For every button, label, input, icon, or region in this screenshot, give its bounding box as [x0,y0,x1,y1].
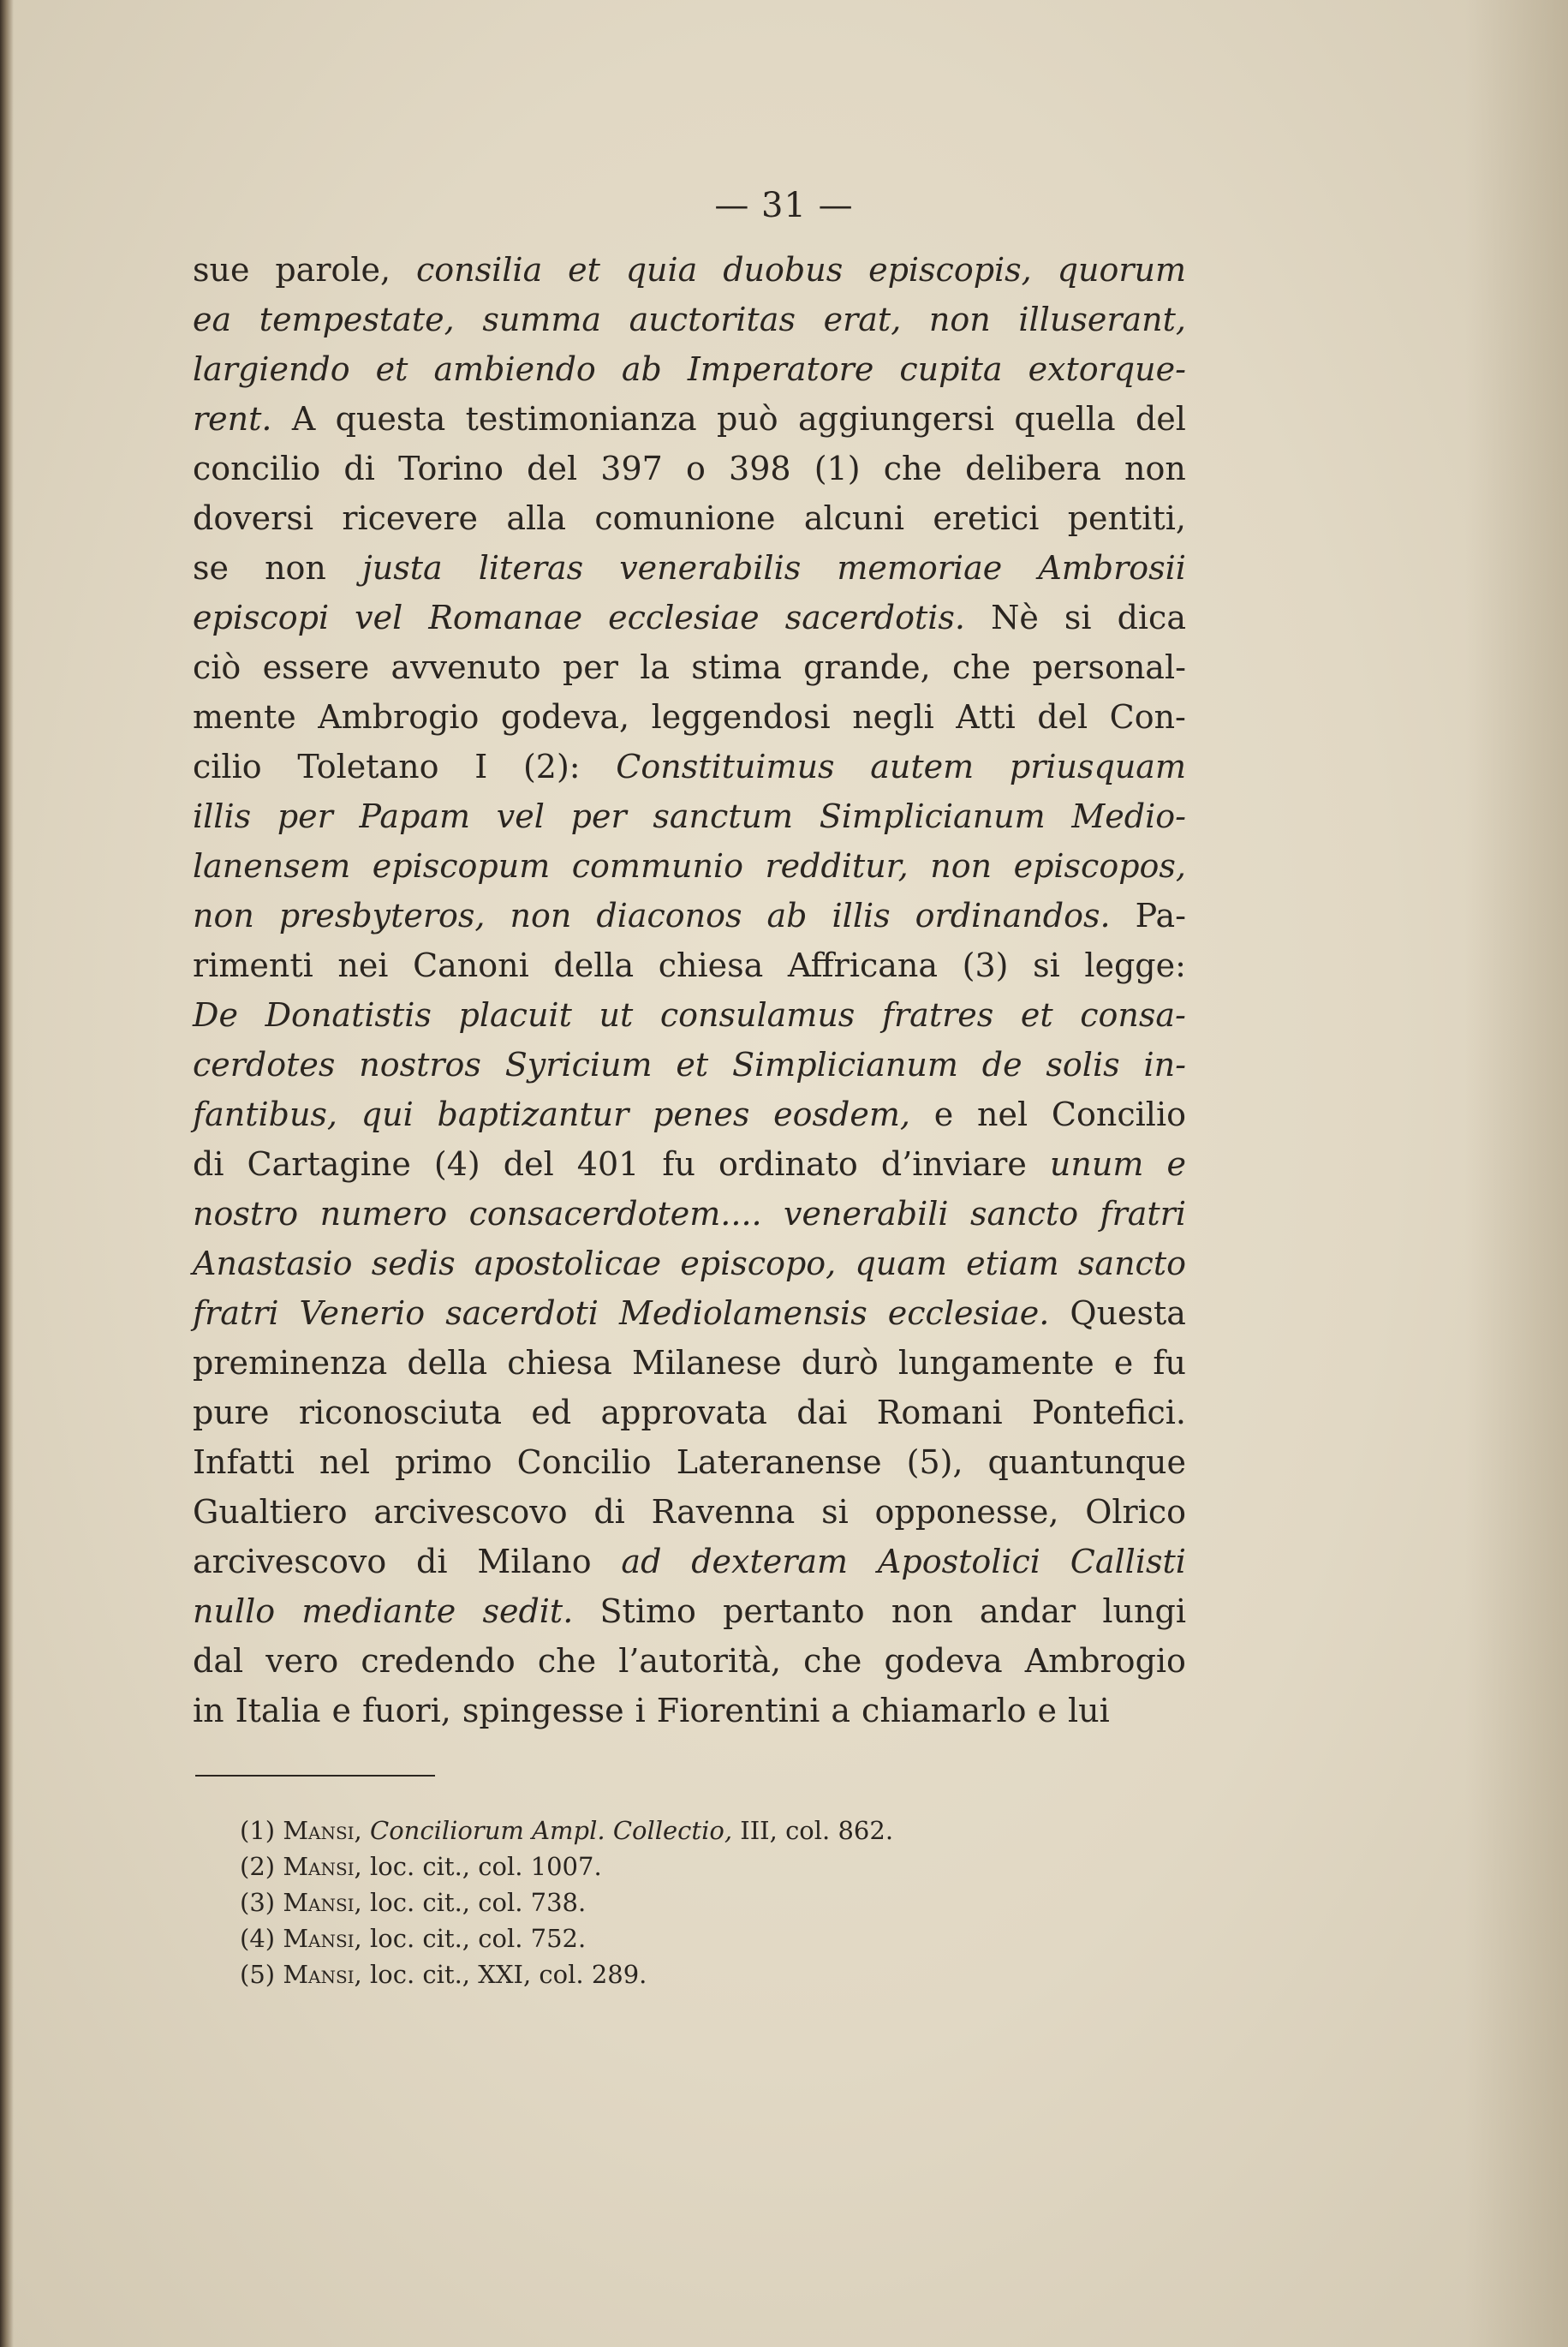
text-word: Anastasio [193,1245,353,1282]
text-word: ricevere [342,499,479,537]
text-word: quia [625,251,698,289]
text-word: a [831,1692,851,1729]
text-word: unum [1049,1145,1144,1183]
text-word: (5), [906,1443,963,1481]
text-word: tempestate, [259,301,455,338]
footnote-number: (5) [240,1960,276,1989]
text-word: de [981,1046,1022,1084]
body-text [193,245,1186,1735]
text-word: fratri [1100,1195,1186,1233]
text-word: ut [599,996,634,1034]
text-word: Nè [991,599,1039,636]
footnote-number: (2) [240,1852,276,1881]
text-word: ecclesiae. [887,1294,1050,1332]
text-word: non [891,1592,953,1630]
text-word: qui [361,1096,414,1133]
text-word: Questa [1070,1294,1186,1332]
text-word: episcopi [193,599,330,636]
text-word: mediante [301,1592,456,1630]
text-word: Ambrogio [1024,1642,1186,1680]
text-line [193,444,1186,493]
text-word: fu [1153,1344,1186,1382]
text-word: (4) [433,1145,480,1183]
text-word: lungi [1102,1592,1186,1630]
text-word: Donatistis [265,996,432,1034]
text-word: vel [496,797,545,835]
footnote-title: Conciliorum Ampl. Collectio, [370,1816,733,1845]
text-word: mente [193,698,296,736]
text-word: del [503,1145,554,1183]
text-word: sacerdotis. [784,599,966,636]
text-word: Atti [956,698,1016,736]
text-word: dal [193,1642,244,1680]
text-line [193,990,1186,1040]
footnote [240,1884,1182,1920]
text-word: nullo [193,1592,276,1630]
text-word: consulamus [659,996,856,1034]
text-word: chiamarlo [862,1692,1027,1729]
text-line [193,692,1186,742]
text-word: pertanto [723,1592,865,1630]
text-word: Imperatore [687,350,874,388]
text-word: 397 [600,450,663,487]
footnote-reference: loc. cit., XXI, col. 289. [370,1960,647,1989]
text-word: l’autorità, [618,1642,782,1680]
text-word: che [951,648,1011,686]
text-word: Syricium [504,1046,653,1084]
text-word: largiendo [193,350,350,388]
text-word: che [537,1642,597,1680]
text-word: episcopos, [1013,847,1186,885]
text-word: e [1166,1145,1186,1183]
text-word: sue [193,251,250,289]
text-word: della [407,1344,488,1382]
text-word: comunione [594,499,776,537]
text-word: del [1135,400,1186,438]
text-word: concilio [193,450,321,487]
text-word: fratri [193,1294,279,1332]
text-word: che [803,1642,862,1680]
text-word: priusquam [1009,748,1186,785]
text-line [193,1288,1186,1338]
text-word: lungamente [897,1344,1094,1382]
text-word: e [933,1096,954,1133]
text-word: 398 [729,450,791,487]
text-word: ordinato [718,1145,858,1183]
text-line [193,1139,1186,1189]
text-line [193,841,1186,891]
text-word: venerabilis [619,549,802,587]
footnote-author: Mansi, [283,1924,362,1953]
text-word: fantibus, [193,1096,337,1133]
text-word: d’inviare [880,1145,1027,1183]
footnote-author: Mansi, [283,1852,362,1881]
text-word: Ambrosii [1038,549,1186,587]
text-word: lanensem [193,847,351,885]
text-word: consacerdotem.... [468,1195,762,1233]
text-word: del [1037,698,1088,736]
text-word: non [265,549,326,587]
text-word: chiesa [507,1344,612,1382]
text-word: I [474,748,488,785]
text-word: se [193,549,229,587]
text-word: sacerdoti [445,1294,599,1332]
text-word: doversi [193,499,313,537]
text-line [193,1388,1186,1437]
text-word: fratres [881,996,994,1034]
text-word: Simplicianum [731,1046,958,1084]
text-word: justa [361,549,443,587]
footnote-number: (4) [240,1924,276,1953]
text-word: nel [319,1443,371,1481]
text-word: può [717,400,778,438]
text-word: vel [355,599,403,636]
text-word: diaconos [596,897,742,935]
text-word: Simplicianum [819,797,1046,835]
text-word: summa [482,301,602,338]
text-word: illuserant, [1018,301,1186,338]
text-word: Pontefici. [1031,1394,1186,1431]
text-word: nei [337,947,389,984]
text-word: Fiorentini [656,1692,820,1729]
text-word: e [331,1692,352,1729]
footnote-reference: III, col. 862. [740,1816,894,1845]
text-word: sedit. [482,1592,574,1630]
page-binding-edge [0,0,14,2347]
text-word: parole, [275,251,391,289]
text-word: personal- [1032,648,1186,686]
text-word: rent. [193,400,272,438]
text-word: communio [571,847,743,885]
text-word: 401 [576,1145,640,1183]
text-word: di [416,1543,448,1580]
text-word: memoriae [837,549,1003,587]
text-word: testimonianza [465,400,697,438]
text-word: Mediolamensis [619,1294,867,1332]
text-word: Milanese [631,1344,782,1382]
text-word: auctoritas [629,301,796,338]
text-word: non [510,897,572,935]
text-word: Ravenna [651,1493,796,1531]
text-word: stima [691,648,782,686]
text-word: della [553,947,635,984]
text-word: o [685,450,706,487]
text-word: ordinandos. [915,897,1111,935]
footnote-author: Mansi, [283,1960,362,1989]
text-word: e [1037,1692,1057,1729]
text-word: essere [262,648,370,686]
text-line [193,1239,1186,1288]
text-word: in- [1143,1046,1186,1084]
footnote [240,1848,1182,1884]
text-word: Cartagine [247,1145,411,1183]
text-word: delibera [965,450,1101,487]
text-word: e [1113,1344,1134,1382]
text-word: del [527,450,578,487]
text-word: nel [977,1096,1028,1133]
text-word: Constituimus [616,748,835,785]
text-word: per [277,797,333,835]
footnote [240,1813,1182,1848]
text-word: ciò [193,648,241,686]
text-word: questa [335,400,446,438]
text-word: credendo [361,1642,516,1680]
footnote-reference: loc. cit., col. 1007. [370,1852,602,1881]
text-word: ab [621,350,662,388]
text-word: non [930,847,993,885]
text-word: Romani [876,1394,1003,1431]
text-word: Pa- [1135,897,1186,935]
text-line [193,593,1186,642]
text-word: si [1064,599,1092,636]
text-word: Torino [398,450,504,487]
text-line [193,1537,1186,1586]
text-word: alla [506,499,566,537]
text-word: i [635,1692,646,1729]
text-word: avvenuto [391,648,541,686]
text-word: ea [193,301,232,338]
text-word: lui [1067,1692,1110,1729]
text-word: non [193,897,254,935]
text-word: Infatti [193,1443,295,1481]
page-number: — 31 — [714,186,854,225]
footnote-number: (3) [240,1888,276,1917]
footnotes [240,1813,1182,1992]
text-line [193,1686,1186,1735]
text-word: etiam [966,1245,1059,1282]
text-word: di [193,1145,224,1183]
footnote-author: Mansi, [283,1816,362,1845]
text-word: nostros [359,1046,481,1084]
text-word: Apostolici [877,1543,1040,1580]
text-word: rimenti [193,947,313,984]
text-word: eosdem, [773,1096,910,1133]
text-word: Gualtiero [193,1493,348,1531]
text-word: ed [531,1394,572,1431]
text-word: episcopis, [868,251,1032,289]
footnote-number: (1) [240,1816,276,1845]
text-line [193,941,1186,990]
text-word: redditur, [765,847,909,885]
text-line [193,1586,1186,1636]
text-line [193,1040,1186,1090]
text-word: godeva, [500,698,630,736]
text-word: di [343,450,375,487]
text-word: vero [265,1642,339,1680]
text-word: in [193,1692,224,1729]
text-line [193,642,1186,692]
text-word: si [821,1493,849,1531]
text-word: numero [319,1195,448,1233]
text-word: di [593,1493,625,1531]
text-word: sancto [970,1195,1079,1233]
text-word: Venerio [299,1294,426,1332]
text-word: venerabili [784,1195,949,1233]
text-line [193,742,1186,791]
text-line [193,1090,1186,1139]
text-word: duobus [723,251,844,289]
text-word: andar [979,1592,1076,1630]
text-line [193,791,1186,841]
text-word: eretici [933,499,1040,537]
text-word: et [1020,996,1053,1034]
text-word: A [291,400,316,438]
text-word: (1) [814,450,861,487]
text-word: Papam [359,797,471,835]
text-word: pure [193,1394,270,1431]
text-word: grande, [803,648,931,686]
footnote [240,1956,1182,1992]
text-word: aggiungersi [798,400,995,438]
text-word: dica [1117,599,1186,636]
text-word: non [1124,450,1186,487]
text-word: riconosciuta [298,1394,502,1431]
text-word: presbyteros, [278,897,486,935]
text-word: (3) [962,947,1009,984]
text-word: sanctum [653,797,794,835]
text-word: Ambrogio [318,698,480,736]
text-word: nostro [193,1195,299,1233]
footnote-author: Mansi, [283,1888,362,1917]
text-word: durò [801,1344,879,1382]
text-word: cupita [899,350,1003,388]
text-word: Olrico [1085,1493,1186,1531]
text-word: si [1033,947,1060,984]
text-word: opponesse, [874,1493,1059,1531]
text-word: non [928,301,991,338]
text-word: leggendosi [651,698,831,736]
text-word: et [676,1046,709,1084]
text-word: Italia [235,1692,321,1729]
text-line [193,1636,1186,1686]
text-word: Concilio [1051,1096,1186,1133]
page-edge-shade [1465,0,1568,2347]
text-word: extorque- [1028,350,1186,388]
text-line [193,891,1186,941]
text-word: la [640,648,671,686]
text-word: che [883,450,942,487]
text-word: legge: [1084,947,1186,984]
text-word: placuit [458,996,572,1034]
text-word: consa- [1080,996,1186,1034]
text-line [193,394,1186,444]
text-word: quorum [1057,251,1186,289]
text-line [193,1437,1186,1487]
text-word: cerdotes [193,1046,336,1084]
text-line [193,1338,1186,1388]
text-word: sedis [371,1245,456,1282]
text-word: erat, [823,301,902,338]
text-word: ab [766,897,808,935]
text-word: apostolicae [474,1245,662,1282]
text-word: De [193,996,238,1034]
text-word: dexteram [691,1543,849,1580]
text-word: per [570,797,627,835]
text-word: quella [1014,400,1116,438]
text-word: consilia [415,251,543,289]
text-word: chiesa [658,947,764,984]
text-word: alcuni [803,499,905,537]
text-word: fu [662,1145,695,1183]
text-word: Canoni [413,947,529,984]
text-word: illis [832,897,891,935]
text-word: negli [852,698,934,736]
text-line [193,1487,1186,1537]
text-word: ambiendo [433,350,596,388]
text-word: ad [621,1543,662,1580]
text-word: Romanae [428,599,583,636]
text-word: penes [653,1096,750,1133]
text-word: Medio- [1071,797,1186,835]
text-word: per [562,648,618,686]
text-word: episcopum [372,847,551,885]
text-word: episcopo, [680,1245,837,1282]
text-word: godeva [884,1642,1003,1680]
text-word: baptizantur [437,1096,629,1133]
text-line [193,245,1186,295]
text-word: Lateranense [676,1443,882,1481]
text-word: preminenza [193,1344,388,1382]
text-word: solis [1046,1046,1120,1084]
text-word: Con- [1109,698,1186,736]
text-word: Concilio [516,1443,652,1481]
text-word: Milano [477,1543,592,1580]
text-word: approvata [600,1394,767,1431]
text-word: literas [478,549,584,587]
text-line [193,543,1186,593]
text-line [193,344,1186,394]
text-line [193,295,1186,344]
text-word: et [375,350,408,388]
text-word: (2): [522,748,581,785]
text-word: Callisti [1070,1543,1186,1580]
text-word: quam [855,1245,947,1282]
text-word: primo [395,1443,492,1481]
text-word: fuori, [362,1692,451,1729]
text-word: spingesse [462,1692,624,1729]
footnote-reference: loc. cit., col. 752. [370,1924,587,1953]
text-line [193,493,1186,543]
text-word: illis [193,797,252,835]
text-word: arcivescovo [193,1543,387,1580]
footnote-separator [195,1775,435,1777]
text-word: pentiti, [1067,499,1186,537]
text-word: arcivescovo [373,1493,568,1531]
text-word: sancto [1077,1245,1186,1282]
footnote [240,1920,1182,1956]
text-word: quantunque [987,1443,1186,1481]
text-word: ecclesiae [608,599,760,636]
text-word: Stimo [599,1592,696,1630]
text-line [193,1189,1186,1239]
text-word: cilio [193,748,262,785]
text-word: autem [870,748,975,785]
text-word: et [568,251,600,289]
footnote-reference: loc. cit., col. 738. [370,1888,587,1917]
text-word: Affricana [787,947,939,984]
text-word: dai [796,1394,848,1431]
text-word: Toletano [297,748,439,785]
